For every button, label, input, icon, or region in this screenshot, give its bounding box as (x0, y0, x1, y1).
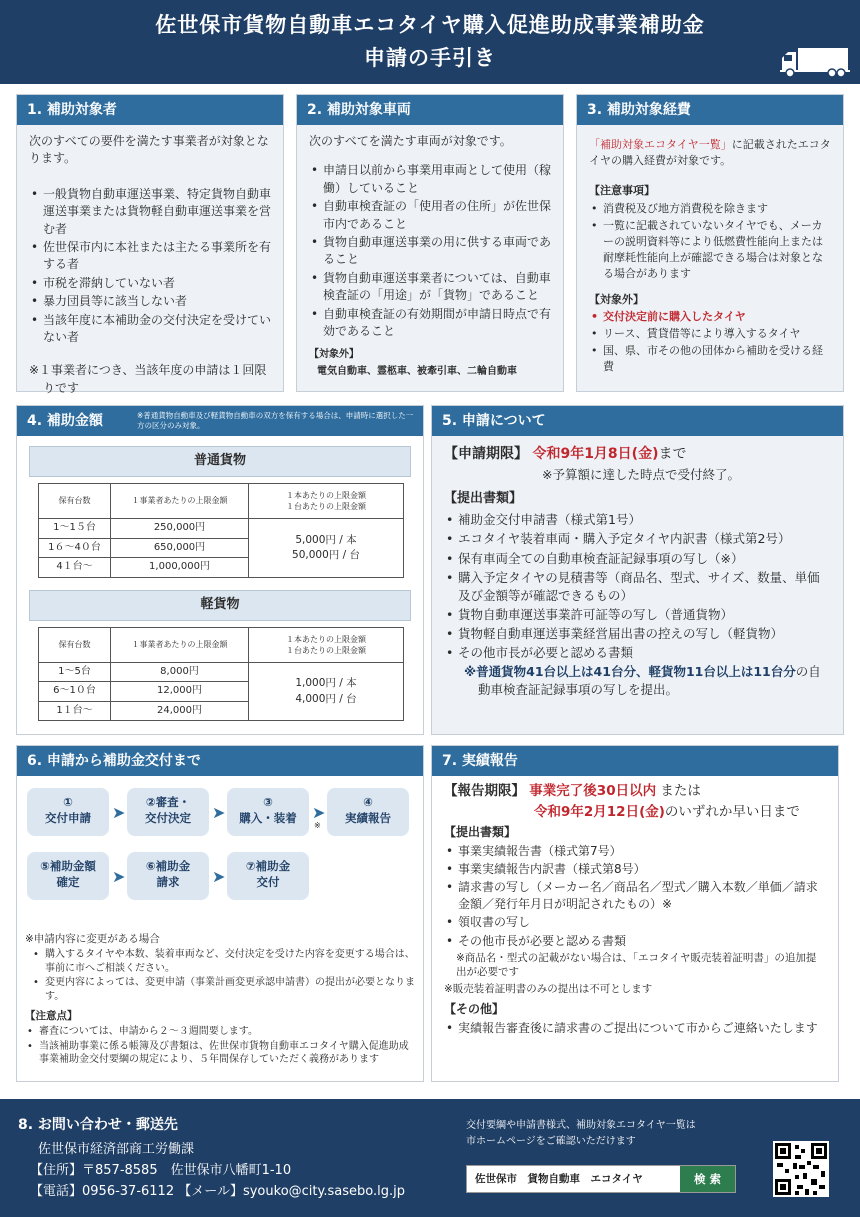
report-period (444, 782, 826, 801)
section-6-title: 6. 申請から補助金交付まで (17, 746, 423, 776)
step-label: 交付決定 (145, 811, 191, 826)
search-input[interactable]: 佐世保市 貨物自動車 エコタイヤ (475, 1173, 643, 1185)
list-item: • 暴力団員等に該当しない者 (29, 293, 271, 310)
list-item: • 自動車検査証の「使用者の住所」が佐世保市内であること (309, 198, 551, 233)
website-info-2: 市ホームページをご確認いただけます (466, 1136, 636, 1147)
other-list (444, 1020, 826, 1037)
period-suffix: のいずれか早い日まで (664, 804, 800, 821)
section-3-notes-title: 【注意事項】 (589, 183, 655, 197)
contact-address: 【住所】〒857-8585 佐世保市八幡町1-10 (30, 1163, 292, 1178)
list-item: • 実績報告審査後に請求書のご提出について市からご連絡いたします (444, 1020, 826, 1037)
period-suffix: まで (658, 446, 687, 462)
table-cell: 6～1０台 (39, 682, 111, 702)
section-3-notes (589, 201, 831, 282)
section-5-title: 5. 申請について (432, 406, 843, 436)
contact-title: 8. お問い合わせ・郵送先 (18, 1117, 178, 1133)
website-info-1: 交付要綱や申請書様式、補助対象エコタイヤ一覧は (466, 1120, 696, 1131)
page-title: 佐世保市貨物自動車エコタイヤ購入促進助成事業補助金 (155, 13, 705, 37)
step-label: 購入・装着 (239, 811, 297, 826)
section-application (431, 405, 844, 735)
arrow-right-icon: ➤ (112, 803, 126, 822)
qr-code-icon[interactable] (773, 1141, 829, 1197)
section-2-list (309, 162, 551, 340)
col-header: 保有台数 (39, 483, 111, 518)
section-3-exclusion-title: 【対象外】 (589, 292, 644, 306)
period-label: 【報告期限】 (444, 783, 525, 799)
search-box[interactable] (466, 1165, 736, 1193)
step-number: ⑦補助金 (245, 859, 291, 873)
table-cell: 1～1５台 (39, 519, 111, 539)
section-3-title: 3. 補助対象経費 (577, 95, 843, 125)
report-note-1: ※商品名・型式の記載がない場合は、「エコタイヤ販売装着証明書」の追加提出が必要です (456, 951, 817, 979)
table-cell: 1～5台 (39, 662, 111, 682)
per-tire-limit: 1,000円 / 本 (295, 677, 357, 690)
contact-department: 佐世保市経済部商工労働課 (38, 1142, 195, 1157)
docs-title: 【提出書類】 (444, 491, 523, 507)
step-label: 確定 (56, 875, 80, 890)
col-header: １事業者あたりの上限金額 (111, 483, 249, 518)
list-item: • 審査については、申請から２～３週間要します。 (25, 1025, 415, 1039)
report-note-2: ※販売装着証明書のみの提出は不可とします (444, 983, 653, 996)
futsu-table-title: 普通貨物 (29, 446, 411, 477)
docs-list (444, 511, 831, 662)
table-cell: 4１台～ (39, 558, 111, 578)
list-item: • 市税を滞納していない者 (29, 275, 271, 292)
list-item: • その他市長が必要と認める書類 (444, 644, 831, 662)
eco-tire-list-label: 「補助対象エコタイヤ一覧」 (589, 138, 732, 151)
step-number: ④ (363, 795, 373, 809)
period-label: 【申請期限】 (444, 446, 528, 462)
list-item: • 補助金交付申請書（様式第1号） (444, 511, 831, 529)
page-header (0, 0, 860, 84)
section-target-expense (576, 94, 844, 392)
period-note: ※予算額に達した時点で受付終了。 (542, 467, 740, 483)
table-cell-per-unit (249, 662, 404, 721)
table-cell: 250,000円 (111, 519, 249, 539)
page-subtitle: 申請の手引き (364, 46, 496, 70)
search-button[interactable]: 検 索 (680, 1166, 735, 1192)
section-2-exclusion-title: 【対象外】 (309, 349, 359, 361)
section-3-exclusions (589, 309, 831, 375)
report-period-2 (444, 803, 826, 822)
section-target-vehicle (296, 94, 564, 392)
list-item: • 事業実績報告書（様式第7号） (444, 843, 826, 860)
section-2-intro: 次のすべてを満たす車両が対象です。 (309, 134, 512, 148)
per-vehicle-limit: 4,000円 / 台 (295, 692, 357, 705)
list-item: • 変更内容によっては、変更申請（事業計画変更承認申請書）の提出が必要となります。 (31, 976, 415, 1003)
list-item: • 保有車両全ての自動車検査証記録事項の写し（※） (444, 550, 831, 568)
list-item: • 購入するタイヤや本数、装着車両など、交付決定を受けた内容を変更する場合は、事前に市へご相談ください。 (31, 948, 415, 975)
table-cell: 650,000円 (111, 538, 249, 558)
table-cell: 24,000円 (111, 701, 249, 721)
report-docs-list (444, 843, 826, 949)
table-cell: 1,000,000円 (111, 558, 249, 578)
step-grant (227, 852, 309, 900)
col-header-line: １本あたりの上限金額 (286, 490, 366, 500)
step-review (127, 788, 209, 836)
step-number: ②審査・ (145, 795, 191, 809)
arrow-right-icon: ➤ (312, 803, 326, 822)
section-2-exclusion-text: 電気自動車、霊柩車、被牽引車、二輪自動車 (317, 365, 517, 377)
list-item: • 国、県、市その他の団体から補助を受ける経費 (589, 343, 831, 375)
other-title: 【その他】 (444, 1002, 505, 1017)
section-3-intro (589, 137, 831, 169)
section-4-title-text: 4. 補助金額 (27, 413, 103, 429)
table-cell: 12,000円 (111, 682, 249, 702)
col-header-line: １台あたりの上限金額 (286, 502, 366, 512)
list-item: • 交付決定前に購入したタイヤ (589, 309, 831, 325)
section-results-report (431, 745, 839, 1082)
section-target-business (16, 94, 284, 395)
footer (0, 1099, 860, 1217)
table-cell: 8,000円 (111, 662, 249, 682)
list-item: • 貨物自動車運送事業の用に供する車両であること (309, 234, 551, 269)
period-date: 令和9年1月8日(金) (532, 446, 659, 462)
section-1-intro: 次のすべての要件を満たす事業者が対象となります。 (29, 134, 269, 166)
step-claim (127, 852, 209, 900)
list-item: • 購入予定タイヤの見積書等（商品名、型式、サイズ、数量、単価及び金額等が確認できるもの） (444, 569, 831, 605)
table-cell: 1６～4０台 (39, 538, 111, 558)
list-item: • 佐世保市内に本社または主たる事業所を有する者 (29, 239, 271, 274)
step-mark: ※ (314, 821, 321, 830)
col-header: 保有台数 (39, 627, 111, 662)
truck-icon (780, 46, 850, 78)
per-tire-limit: 5,000円 / 本 (295, 533, 357, 546)
caution-list (25, 1025, 415, 1067)
step-number: ⑤補助金額 (40, 859, 96, 873)
step-label: 交付 (256, 875, 280, 890)
section-4-title (17, 406, 423, 436)
period-deadline-1: 事業完了後30日以内 (529, 783, 657, 799)
section-7-title: 7. 実績報告 (432, 746, 838, 776)
period-or: または (656, 783, 701, 799)
col-header-line: １台あたりの上限金額 (286, 645, 366, 655)
list-item: • 貨物軽自動車運送事業経営届出書の控えの写し（軽貨物） (444, 625, 831, 643)
col-header (249, 627, 404, 662)
change-list (25, 948, 415, 1003)
per-vehicle-limit: 50,000円 / 台 (292, 548, 360, 561)
list-item: • エコタイヤ装着車両・購入予定タイヤ内訳書（様式第2号） (444, 530, 831, 548)
section-4-note: ※普通貨物自動車及び軽貨物自動車の双方を保有する場合は、申請時に選択した一方の区分のみ対象。 (137, 411, 414, 430)
section-2-title: 2. 補助対象車両 (297, 95, 563, 125)
arrow-right-icon: ➤ (212, 803, 226, 822)
list-item: • 当該補助事業に係る帳簿及び書類は、佐世保市貨物自動車エコタイヤ購入促進助成事業補助金交付要綱の規定により、５年間保存していただく義務があります (25, 1040, 415, 1067)
section-subsidy-amount (16, 405, 424, 735)
list-item: • 請求書の写し（メーカー名／商品名／型式／購入本数／単価／請求金額／発行年月日が明記されたもの）※ (444, 879, 826, 913)
list-item: • 申請日以前から事業用車両として使用（稼働）していること (309, 162, 551, 197)
step-number: ③ (263, 795, 273, 809)
step-report (327, 788, 409, 836)
list-item: • 一般貨物自動車運送事業、特定貨物自動車運送事業または貨物軽自動車運送事業を営む者 (29, 186, 271, 238)
docs-note-emphasis: ※普通貨物41台以上は41台分、軽貨物11台以上は11台分 (464, 664, 796, 680)
section-3-intro-text: に記載されたエコタイヤの購入経費が対象です。 (589, 138, 831, 167)
docs-title: 【提出書類】 (444, 825, 517, 840)
list-item: • 消費税及び地方消費税を除きます (589, 201, 831, 217)
period-deadline-2: 令和9年2月12日(金) (534, 804, 665, 821)
step-number: ① (63, 795, 73, 809)
step-confirm (27, 852, 109, 900)
section-1-note: ※１事業者につき、当該年度の申請は１回限りです (29, 363, 267, 395)
step-apply (27, 788, 109, 836)
list-item: • 自動車検査証の有効期間が申請日時点で有効であること (309, 306, 551, 341)
application-period (444, 444, 831, 464)
step-label: 請求 (156, 875, 180, 890)
futsu-table (29, 446, 411, 578)
col-header: １事業者あたりの上限金額 (111, 627, 249, 662)
list-item: • リース、賃貸借等により導入するタイヤ (589, 326, 831, 342)
kei-table-title: 軽貨物 (29, 590, 411, 621)
step-label: 実績報告 (345, 811, 391, 826)
table-cell-per-unit (249, 519, 404, 578)
section-process-flow (16, 745, 424, 1082)
list-item: • 貨物自動車運送事業者については、自動車検査証の「用途」が「貨物」であること (309, 270, 551, 305)
list-item: • 貨物自動車運送事業許可証等の写し（普通貨物） (444, 606, 831, 624)
kei-table (29, 590, 411, 722)
change-title: ※申請内容に変更がある場合 (25, 933, 160, 945)
docs-note-text: の自動車検査証記録事項の写しを提出。 (478, 664, 821, 698)
list-item: • 事業実績報告内訳書（様式第8号） (444, 861, 826, 878)
arrow-right-icon: ➤ (212, 867, 226, 886)
section-1-title: 1. 補助対象者 (17, 95, 283, 125)
col-header (249, 483, 404, 518)
list-item: • 当該年度に本補助金の交付決定を受けていない者 (29, 312, 271, 347)
contact-phone-email: 【電話】0956-37-6112 【メール】syouko@city.sasebo.lg.jp (30, 1184, 405, 1199)
step-purchase (227, 788, 309, 836)
col-header-line: １本あたりの上限金額 (286, 634, 366, 644)
docs-note (444, 663, 831, 699)
flow-diagram (17, 776, 423, 932)
caution-title: 【注意点】 (25, 1010, 78, 1023)
table-cell: 1１台～ (39, 701, 111, 721)
arrow-right-icon: ➤ (112, 867, 126, 886)
list-item: • その他市長が必要と認める書類 (444, 933, 826, 950)
list-item: • 一覧に記載されていないタイヤでも、メーカーの説明資料等により低燃費性能向上または耐摩耗性能向上が確認できる場合は対象となる場合があります (589, 218, 831, 282)
step-number: ⑥補助金 (145, 859, 191, 873)
list-item: • 領収書の写し (444, 914, 826, 931)
step-label: 交付申請 (45, 811, 91, 826)
section-1-list (29, 186, 271, 347)
